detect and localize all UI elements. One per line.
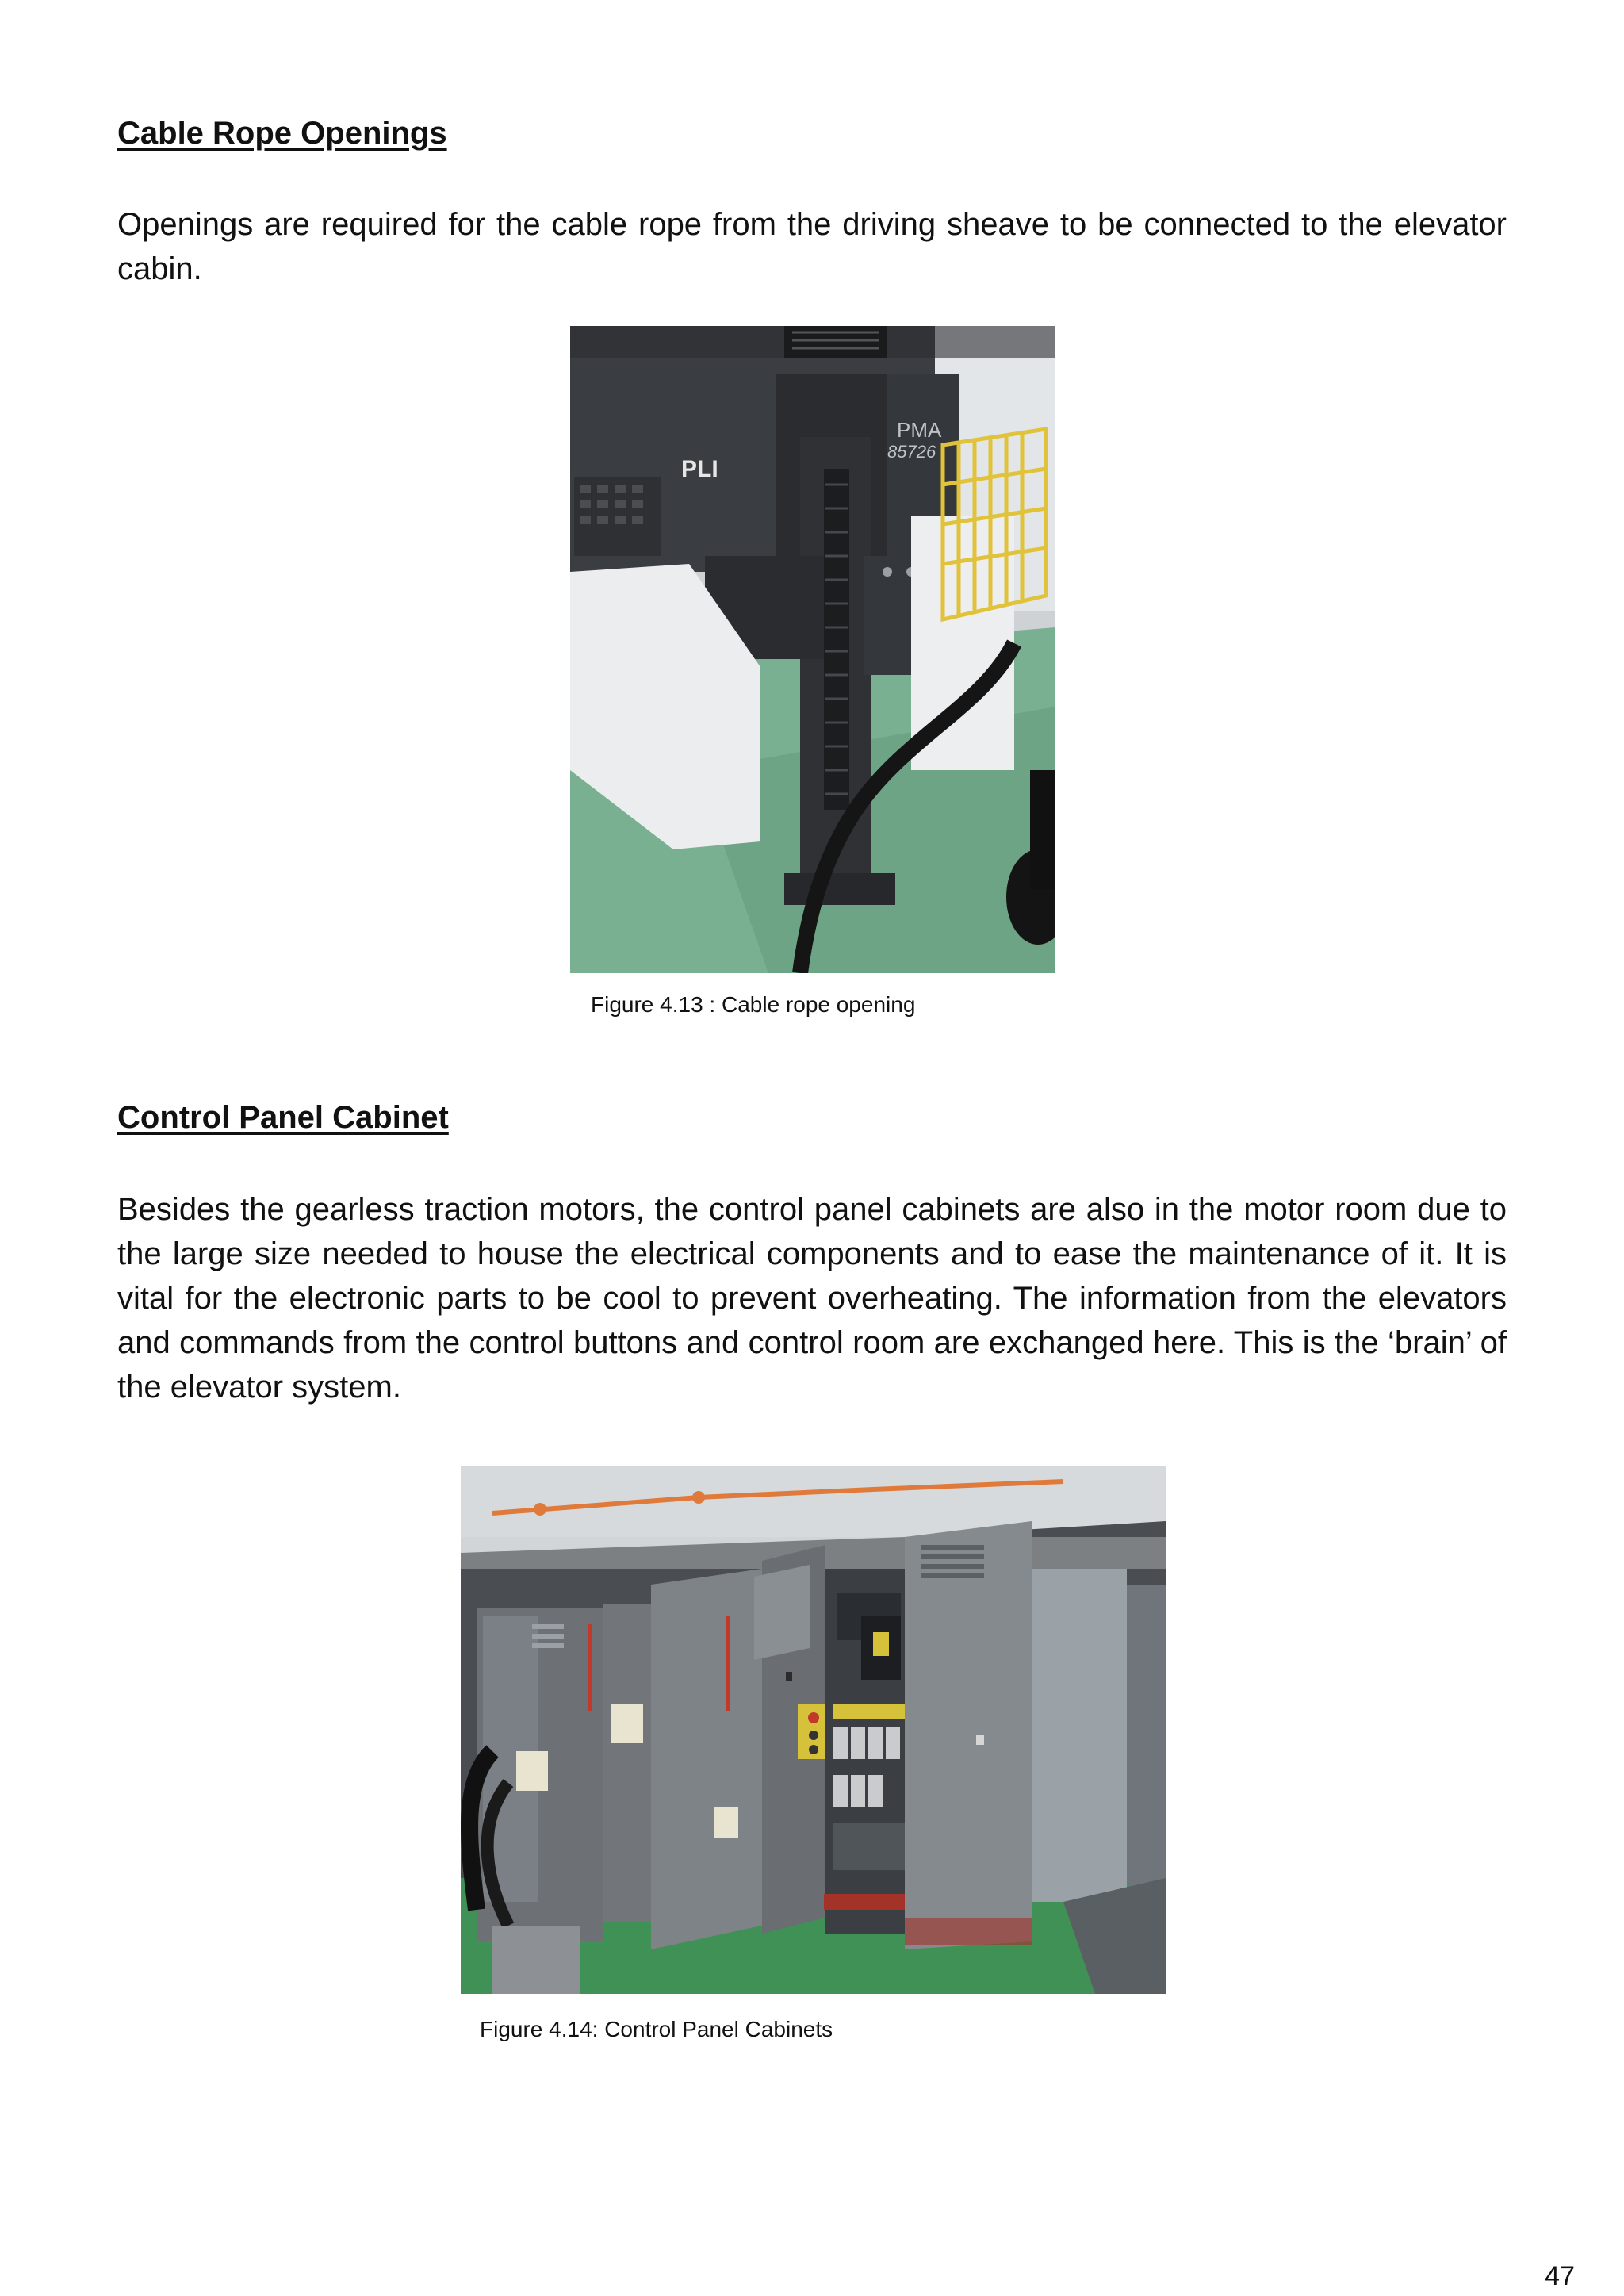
control-panel-cabinets-photo (461, 1466, 1166, 1994)
machine-label-pma: PMA (897, 418, 942, 442)
machine-label-serial: 85726 (887, 442, 936, 462)
cable-rope-opening-photo (570, 326, 1055, 973)
section-heading-cable-rope-openings: Cable Rope Openings (117, 116, 447, 151)
section-body-cable-rope-openings: Openings are required for the cable rope from the driving sheave to be connected to the elevator cabin. (117, 207, 1507, 286)
figure-caption-4-13: Figure 4.13 : Cable rope opening (591, 992, 916, 1017)
section-body-control-panel-cabinet: Besides the gearless traction motors, the control panel cabinets are also in the motor room due to the large size needed to house the electrical components and to ease the maintenance of it. It is vital for the electronic parts to be cool to prevent overheating. The information from the elevators and commands from the control buttons and control room are exchanged here. This is the ‘brain’ of the elevator system. (117, 1192, 1507, 1405)
section-heading-control-panel-cabinet: Control Panel Cabinet (117, 1100, 449, 1135)
figure-caption-4-14: Figure 4.14: Control Panel Cabinets (480, 2017, 833, 2041)
machine-label-pli: PLI (681, 456, 718, 482)
page-number: 47 (1545, 2261, 1575, 2291)
